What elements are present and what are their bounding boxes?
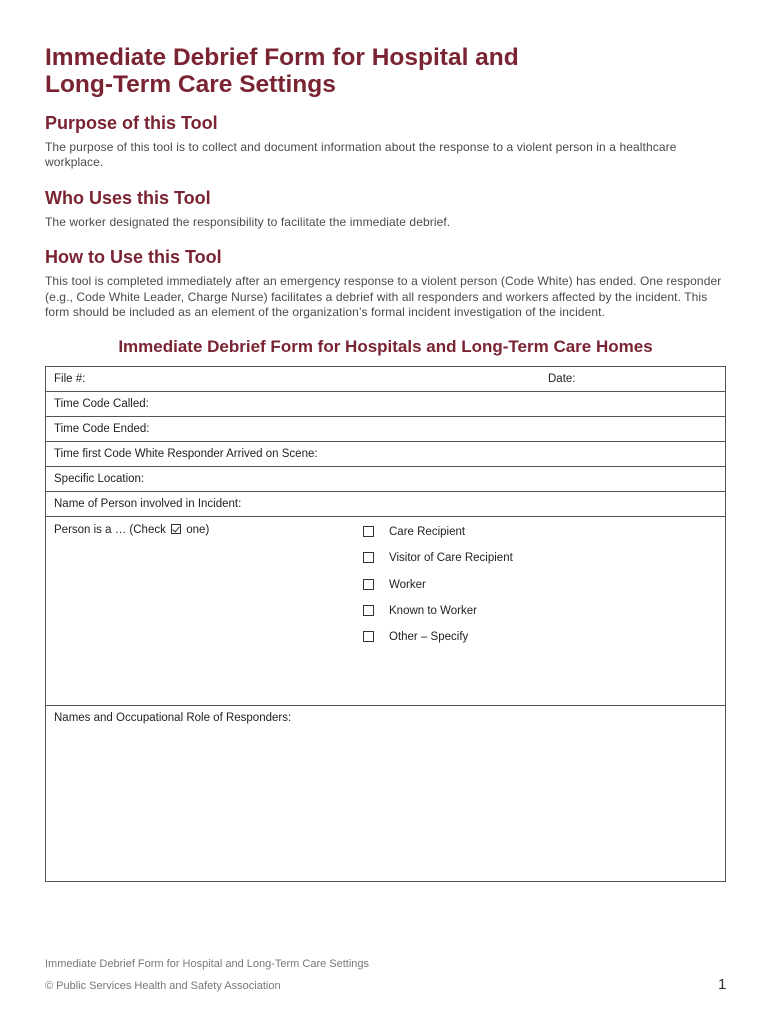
time-called-label: Time Code Called: (54, 398, 149, 411)
footer-copyright: © Public Services Health and Safety Association (45, 980, 281, 992)
responders-row[interactable] (46, 706, 725, 881)
person-name-row[interactable] (46, 492, 725, 517)
document-page (45, 44, 726, 882)
debrief-form-table (45, 366, 726, 882)
how-to-use-heading: How to Use this Tool (45, 247, 222, 268)
checkbox-other[interactable] (363, 631, 374, 642)
checkbox-care-recipient[interactable] (363, 526, 374, 537)
option-label: Visitor of Care Recipient (389, 552, 513, 565)
how-to-use-body: This tool is completed immediately after an emergency response to a violent person (Code White) has ended. One responder (e.g., Code White Leader, Charge Nurse) facilitates a debrief with all responders and workers affected by the incident. This form should be included as an element of the organization’s formal incident investigation of the incident. (45, 274, 722, 320)
option-label: Worker (389, 579, 426, 592)
purpose-body: The purpose of this tool is to collect and document information about the response to a violent person in a healthcare workplace. (45, 140, 677, 170)
option-label: Known to Worker (389, 605, 477, 618)
page-number: 1 (718, 976, 727, 993)
document-title (45, 44, 726, 98)
checkbox-worker[interactable] (363, 579, 374, 590)
first-responder-row[interactable] (46, 442, 725, 467)
time-called-row[interactable] (46, 392, 725, 417)
file-date-row[interactable] (46, 367, 725, 392)
footer-document-name: Immediate Debrief Form for Hospital and Long-Term Care Settings (45, 958, 370, 970)
date-label: Date: (548, 373, 576, 386)
first-responder-label: Time first Code White Responder Arrived on Scene: (54, 448, 318, 461)
option-label: Care Recipient (389, 526, 466, 539)
person-type-row (46, 517, 725, 706)
time-ended-row[interactable] (46, 417, 725, 442)
checkbox-visitor[interactable] (363, 552, 374, 563)
file-number-label: File #: (54, 373, 86, 386)
location-label: Specific Location: (54, 473, 145, 486)
checkbox-known-to-worker[interactable] (363, 605, 374, 616)
who-uses-heading: Who Uses this Tool (45, 187, 211, 208)
who-uses-body: The worker designated the responsibility to facilitate the immediate debrief. (45, 214, 451, 229)
form-title: Immediate Debrief Form for Hospitals and Long-Term Care Homes (118, 337, 653, 357)
person-type-label (54, 524, 209, 536)
person-type-prefix: Person is a … (Check (54, 524, 166, 537)
checkmark-box-icon (171, 524, 181, 534)
responders-label: Names and Occupational Role of Responders: (54, 712, 292, 725)
purpose-heading: Purpose of this Tool (45, 113, 218, 133)
time-ended-label: Time Code Ended: (54, 423, 150, 436)
person-type-suffix: one) (186, 524, 210, 537)
title-line-1: Immediate Debrief Form for Hospital and (45, 44, 519, 71)
option-label: Other – Specify (389, 631, 469, 644)
title-line-2: Long-Term Care Settings (45, 71, 336, 98)
person-name-label: Name of Person involved in Incident: (54, 498, 242, 511)
location-row[interactable] (46, 467, 725, 492)
